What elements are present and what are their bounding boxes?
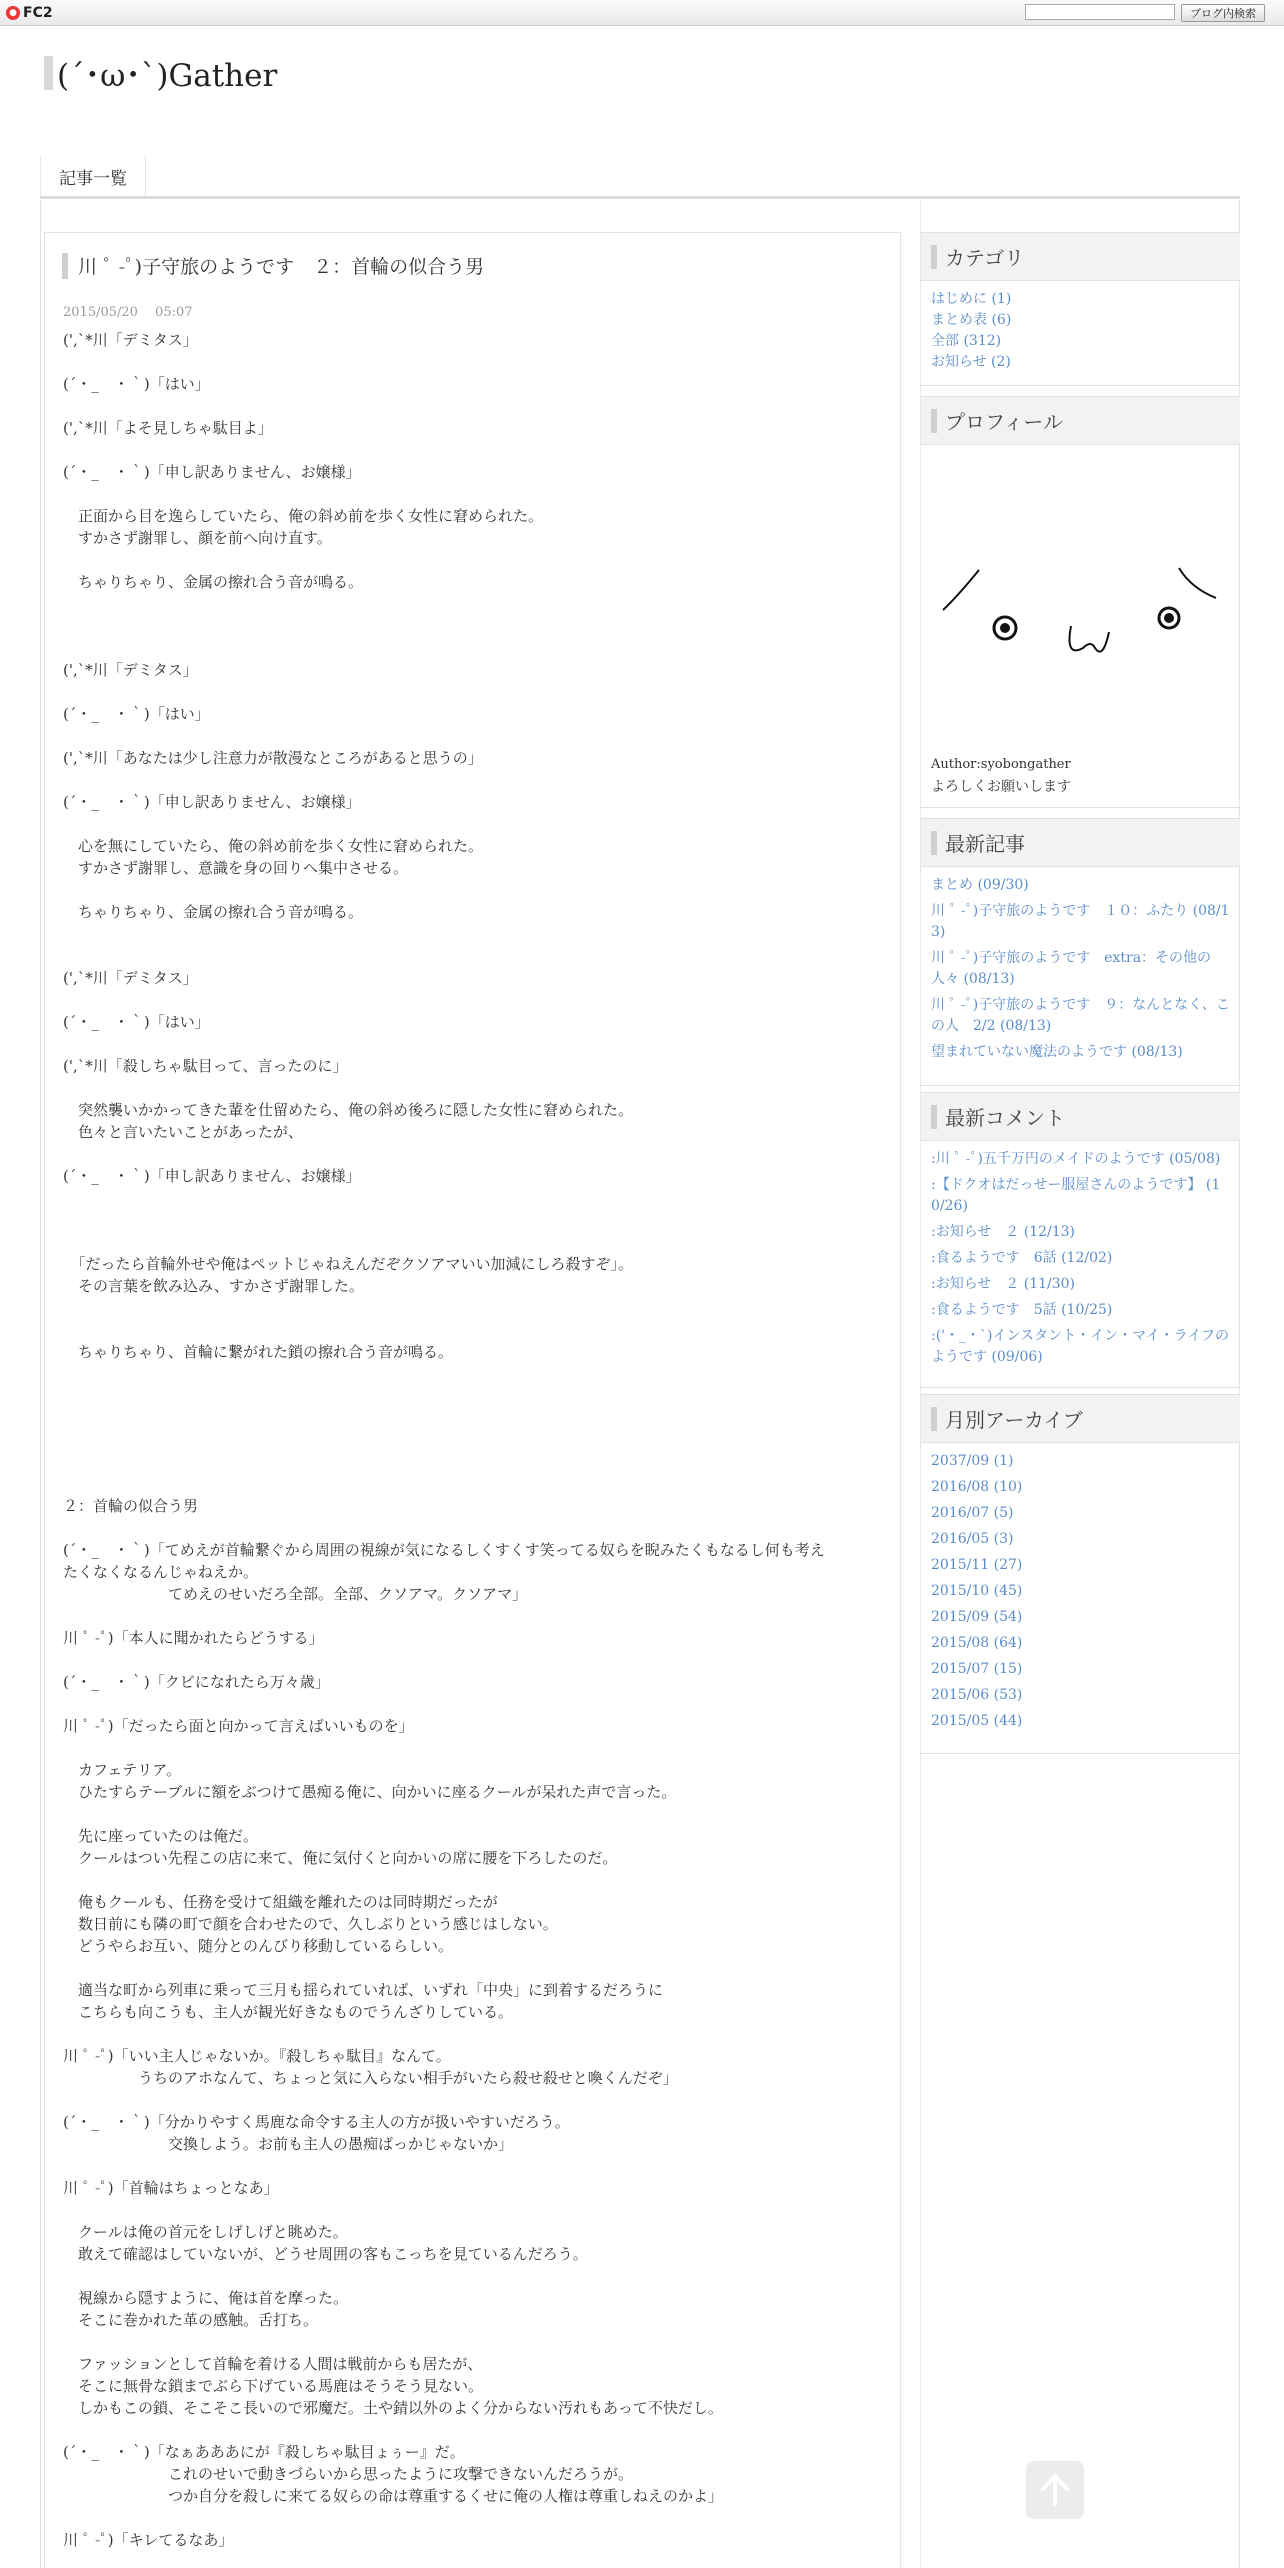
title-accent-bar (44, 56, 53, 90)
entry-line (63, 1319, 883, 1341)
sidebar-heading (921, 233, 1240, 281)
entry-line (63, 2199, 883, 2221)
entry-line: (',`*川「殺しちゃ駄目って、言ったのに」 (63, 1057, 348, 1075)
heading-bar (931, 409, 937, 433)
entry-line: そこに無骨な鎖までぶら下げている馬鹿はそうそう見ない。 (63, 2377, 484, 2395)
sidebar-link[interactable]: 2016/05 (3) (931, 1531, 1014, 1547)
fc2-logo-text: FC2 (23, 5, 53, 21)
entry-line: すかさず謝罪し、顔を前へ向け直す。 (63, 529, 332, 547)
fc2-toolbar (0, 0, 1284, 26)
heading-bar (931, 831, 937, 855)
sidebar-link[interactable]: 2015/06 (53) (931, 1687, 1023, 1703)
profile-author: Author:syobongather (931, 757, 1071, 772)
entry-line: ２：首輪の似合う男 (63, 1497, 199, 1515)
entry-line (63, 2089, 883, 2111)
entry-line (63, 725, 883, 747)
entry-line (63, 1385, 883, 1407)
entry-line: (',`*川「デミタス」 (63, 969, 198, 987)
entry-line: 数日前にも隣の町で顔を合わせたので、久しぶりという感じはしない。 (63, 1915, 558, 1933)
entry-line (63, 945, 883, 967)
recent-comments-list (921, 1141, 1240, 1379)
entry-line (63, 1605, 883, 1627)
entry-line: (´・_ ・｀)「はい」 (63, 375, 210, 393)
sidebar-link[interactable]: 川 ﾟ -ﾟ)子守旅のようです ９：なんとなく、この人 2/2 (08/13) (931, 997, 1230, 1034)
arrow-up-icon (1035, 2470, 1075, 2510)
profile-avatar (931, 548, 1231, 748)
sidebar-link[interactable]: お知らせ (2) (931, 354, 1011, 370)
entry-line: うちのアホなんて、ちょっと気に入らない相手がいたら殺せ殺せと喚くんだぞ」 (63, 2069, 678, 2087)
entry-line: クールはつい先程この店に来て、俺に気付くと向かいの席に腰を下ろしたのだ。 (63, 1849, 618, 1867)
sidebar-link[interactable]: :川 ﾟ -ﾟ)五千万円のメイドのようです (05/08) (931, 1151, 1221, 1167)
sidebar-link[interactable]: :お知らせ ２ (11/30) (931, 1276, 1076, 1292)
entry-line (63, 1451, 883, 1473)
entry-line: つか自分を殺しに来てる奴らの命は尊重するくせに俺の人権は尊重しねえのかよ」 (63, 2487, 724, 2505)
sidebar-link[interactable]: 川 ﾟ -ﾟ)子守旅のようです １０：ふたり (08/13) (931, 903, 1230, 940)
entry-line (63, 2155, 883, 2177)
entry-line (63, 593, 883, 615)
sidebar-heading-text: 最新コメント (945, 1106, 1065, 1130)
sidebar-link[interactable]: はじめに (1) (931, 291, 1012, 307)
fc2-logo[interactable] (6, 5, 53, 21)
entry-line (63, 1473, 883, 1495)
sidebar-link[interactable]: 2015/08 (64) (931, 1635, 1023, 1651)
entry-line (63, 483, 883, 505)
entry-line: 心を無にしていたら、俺の斜め前を歩く女性に窘められた。 (63, 837, 484, 855)
sidebar-link[interactable]: :食るようです 5話 (10/25) (931, 1302, 1113, 1318)
recent-entries-list (921, 867, 1240, 1074)
entry-line (63, 615, 883, 637)
category-list (921, 281, 1240, 379)
entry-line: てめえのせいだろ全部。全部、クソアマ。クソアマ」 (63, 1585, 528, 1603)
entry-line (63, 1231, 883, 1253)
entry-line: (',`*川「あなたは少し注意力が散漫なところがあると思うの」 (63, 749, 483, 767)
entry-line: (',`*川「よそ見しちゃ駄目よ」 (63, 419, 273, 437)
sidebar-recent-comments (921, 1092, 1240, 1388)
entry-line (63, 1693, 883, 1715)
entry-line: (´・_ ・｀)「なぁあああにが『殺しちゃ駄目ょぅー』だ。 (63, 2443, 465, 2461)
entry-line: 色々と言いたいことがあったが、 (63, 1123, 303, 1141)
entry-line: しかもこの鎖、そこそこ長いので邪魔だ。土や錆以外のよく分からない汚れもあって不快だし。 (63, 2399, 723, 2417)
entry-line: こちらも向こうも、主人が観光好きなものでうんざりしている。 (63, 2003, 514, 2021)
blog-title[interactable] (44, 50, 277, 95)
entry-line (63, 351, 883, 373)
entry-line: そこに巻かれた革の感触。舌打ち。 (63, 2311, 319, 2329)
entry-line: 俺もクールも、任務を受けて組織を離れたのは同時期だったが (63, 1893, 498, 1911)
entry-line: たくなくなるんじゃねえか。 (63, 1563, 259, 1581)
entry-line (63, 769, 883, 791)
entry-line (63, 637, 883, 659)
entry-line: どうやらお互い、随分とのんびり移動しているらしい。 (63, 1937, 454, 1955)
entry-line: (',`*川「デミタス」 (63, 661, 198, 679)
entry-line (63, 1803, 883, 1825)
sidebar-link[interactable]: 2015/07 (15) (931, 1661, 1023, 1677)
entry-line (63, 1077, 883, 1099)
entry-line (63, 1957, 883, 1979)
blog-search-button[interactable]: ブログ内検索 (1181, 4, 1265, 22)
entry-line: (´・_ ・｀)「申し訳ありません、お嬢様」 (63, 463, 361, 481)
entry-line (63, 1143, 883, 1165)
entry-line: (´・_ ・｀)「分かりやすく馬鹿な命令する主人の方が扱いやすいだろう。 (63, 2113, 570, 2131)
sidebar-categories (921, 232, 1240, 386)
entry-date: 2015/05/20 05:07 (63, 305, 193, 320)
entry-line (63, 1649, 883, 1671)
header-divider (40, 196, 1240, 199)
entry-line: ちゃりちゃり、金属の擦れ合う音が鳴る。 (63, 903, 364, 921)
entry-line: ちゃりちゃり、金属の擦れ合う音が鳴る。 (63, 573, 364, 591)
entry-line: 突然襲いかかってきた輩を仕留めたら、俺の斜め後ろに隠した女性に窘められた。 (63, 1101, 634, 1119)
heading-bar (931, 1105, 937, 1129)
entry-line (63, 989, 883, 1011)
sidebar-link[interactable]: 2015/05 (44) (931, 1713, 1023, 1729)
sidebar-link[interactable]: 2015/11 (27) (931, 1557, 1023, 1573)
sidebar-link[interactable]: まとめ (09/30) (931, 877, 1029, 893)
sidebar-link[interactable]: 2015/09 (54) (931, 1609, 1023, 1625)
blog-title-text: (´･ω･`)Gather (57, 58, 278, 94)
entry-line (63, 1429, 883, 1451)
entry-line: (´・_ ・｀)「はい」 (63, 705, 210, 723)
entry-line: これのせいで動きづらいから思ったように攻撃できないんだろうが。 (63, 2465, 634, 2483)
nav-entry-list[interactable]: 記事一覧 (40, 156, 146, 196)
sidebar-link[interactable]: まとめ表 (6) (931, 312, 1012, 328)
entry-line (63, 395, 883, 417)
heading-bar (931, 245, 937, 269)
entry-line (63, 923, 883, 945)
sidebar-link[interactable]: 全部 (312) (931, 333, 1002, 349)
entry-line (63, 1517, 883, 1539)
entry-line: ひたすらテーブルに額をぶつけて愚痴る俺に、向かいに座るクールが呆れた声で言った。 (63, 1783, 677, 1801)
entry-body (63, 329, 883, 2551)
back-to-top-button[interactable] (1026, 2461, 1084, 2519)
entry-line (63, 2419, 883, 2441)
sidebar-heading (921, 1093, 1240, 1141)
sidebar-link[interactable]: 2015/10 (45) (931, 1583, 1023, 1599)
entry-line: 敢えて確認はしていないが、どうせ周囲の客もこっちを見ているんだろう。 (63, 2245, 588, 2263)
entry-line (63, 2331, 883, 2353)
archive-list (921, 1443, 1240, 1743)
sidebar-heading (921, 1395, 1240, 1443)
sidebar-heading-text: カテゴリ (945, 246, 1025, 270)
entry-line (63, 1187, 883, 1209)
entry-line: ファッションとして首輪を着ける人間は戦前からも居たが、 (63, 2355, 483, 2373)
entry-line: 先に座っていたのは俺だ。 (63, 1827, 259, 1845)
entry-line (63, 549, 883, 571)
entry-line (63, 2507, 883, 2529)
entry-line (63, 2023, 883, 2045)
entry-line: 川 ﾟ -ﾟ)「キレてるなあ」 (63, 2531, 234, 2549)
profile-message: よろしくお願いします (931, 779, 1071, 795)
entry-line (63, 439, 883, 461)
entry-line: (´・_ ・｀)「はい」 (63, 1013, 210, 1031)
sidebar-heading-text: 最新記事 (945, 832, 1025, 856)
entry-line: クールは俺の首元をしげしげと眺めた。 (63, 2223, 348, 2241)
entry-line (63, 1297, 883, 1319)
entry-line (63, 2265, 883, 2287)
sidebar-heading (921, 397, 1240, 445)
entry-line (63, 1869, 883, 1891)
sidebar-heading (921, 819, 1240, 867)
sidebar-heading-text: プロフィール (945, 410, 1063, 434)
entry-line (63, 681, 883, 703)
sidebar-archives (921, 1394, 1240, 1754)
entry-line (63, 1033, 883, 1055)
entry-line: その言葉を飲み込み、すかさず謝罪した。 (63, 1277, 364, 1295)
blog-search-input[interactable] (1025, 4, 1175, 20)
entry-line: (´・_ ・｀)「てめえが首輪繋ぐから周囲の視線が気になるしくすくす笑ってる奴らを睨みたくもなるし何も考え (63, 1541, 825, 1559)
entry-line: (´・_ ・｀)「申し訳ありません、お嬢様」 (63, 1167, 361, 1185)
entry-line: (´・_ ・｀)「申し訳ありません、お嬢様」 (63, 793, 361, 811)
entry-title[interactable] (62, 252, 484, 279)
entry-line (63, 1209, 883, 1231)
entry-title-text: 川 ﾟ -ﾟ)子守旅のようです ２：首輪の似合う男 (78, 256, 485, 278)
sidebar-recent-entries (921, 818, 1240, 1086)
entry-line: 適当な町から列車に乗って三月も揺られていれば、いずれ「中央」に到着するだろうに (63, 1981, 664, 1999)
entry-line: 川 ﾟ -ﾟ)「だったら面と向かって言えばいいものを」 (63, 1717, 414, 1735)
entry-line (63, 879, 883, 901)
entry-line: (',`*川「デミタス」 (63, 331, 198, 349)
sidebar-link[interactable]: 川 ﾟ -ﾟ)子守旅のようです extra：その他の人々 (08/13) (931, 950, 1212, 987)
sidebar-link[interactable]: 望まれていない魔法のようです (08/13) (931, 1044, 1183, 1060)
entry-line: すかさず謝罪し、意識を身の回りへ集中させる。 (63, 859, 409, 877)
entry-line (63, 1363, 883, 1385)
entry-title-bar (62, 253, 68, 279)
entry-line: (´・_ ・｀)「クビになれたら万々歳」 (63, 1673, 330, 1691)
sidebar-link[interactable]: :('・_・`)インスタント・イン・マイ・ライフのようです (09/06) (931, 1328, 1229, 1365)
sidebar-link[interactable]: :【ドクオはだっせー服屋さんのようです】 (10/26) (931, 1177, 1221, 1214)
sidebar-link[interactable]: 2016/08 (10) (931, 1479, 1023, 1495)
fc2-logo-icon: ● (6, 6, 20, 20)
entry-line: 川 ﾟ -ﾟ)「いい主人じゃないか。『殺しちゃ駄目』なんて。 (63, 2047, 451, 2065)
entry-line: 「だったら首輪外せや俺はペットじゃねえんだぞクソアマいい加減にしろ殺すぞ」。 (63, 1255, 634, 1273)
sidebar-heading-text: 月別アーカイブ (945, 1408, 1083, 1432)
entry-line (63, 1407, 883, 1429)
entry-line: ちゃりちゃり、首輪に繋がれた鎖の擦れ合う音が鳴る。 (63, 1343, 454, 1361)
entry-line: カフェテリア。 (63, 1761, 182, 1779)
entry-line: 視線から隠すように、俺は首を摩った。 (63, 2289, 349, 2307)
entry-line: 正面から目を逸らしていたら、俺の斜め前を歩く女性に窘められた。 (63, 507, 544, 525)
entry-line (63, 1737, 883, 1759)
entry-line (63, 813, 883, 835)
heading-bar (931, 1407, 937, 1431)
sidebar-link[interactable]: :食るようです 6話 (12/02) (931, 1250, 1113, 1266)
entry-line: 川 ﾟ -ﾟ)「本人に聞かれたらどうする」 (63, 1629, 324, 1647)
entry-line: 交換しよう。お前も主人の愚痴ばっかじゃないか」 (63, 2135, 514, 2153)
sidebar-link[interactable]: 2016/07 (5) (931, 1505, 1014, 1521)
sidebar-link[interactable]: :お知らせ ２ (12/13) (931, 1224, 1076, 1240)
entry-line: 川 ﾟ -ﾟ)「首輪はちょっとなあ」 (63, 2179, 279, 2197)
sidebar-link[interactable]: 2037/09 (1) (931, 1453, 1014, 1469)
